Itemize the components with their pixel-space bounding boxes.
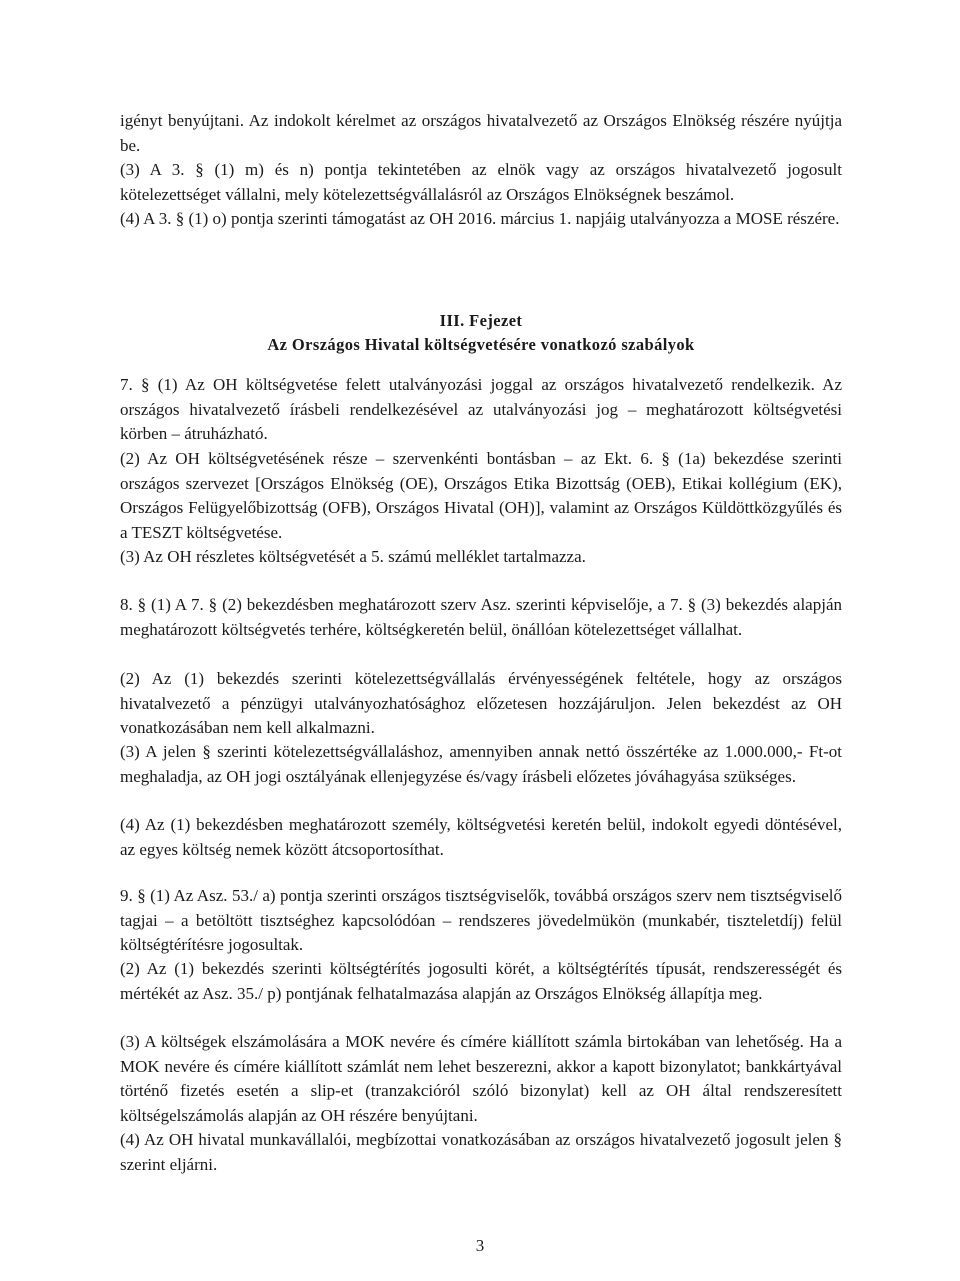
- paragraph: (3) A 3. § (1) m) és n) pontja tekintetében az elnök vagy az országos hivatalvezető jogosult kötelezettséget vállalni, mely kötelezettségvállalásról az Országos Elnökségnek beszámol.: [120, 160, 842, 204]
- paragraph: (3) Az OH részletes költségvetését a 5. számú melléklet tartalmazza.: [120, 547, 586, 566]
- paragraph: (4) A 3. § (1) o) pontja szerinti támogatást az OH 2016. március 1. napjáig utalványozza a MOSE részére.: [120, 209, 840, 228]
- paragraph: (4) Az OH hivatal munkavállalói, megbízottai vonatkozásában az országos hivatalvezető jogosult jelen § szerint eljárni.: [120, 1130, 842, 1174]
- paragraph: 9. § (1) Az Asz. 53./ a) pontja szerinti országos tisztségviselők, továbbá országos szerv nem tisztségviselő tagjai – a betöltött tisztséghez kapcsolódóan – rendszeres jövedelmükön (munkabér, tiszteletdíj) felül költségtérítésre jogosultak.: [120, 886, 842, 955]
- paragraph: (2) Az OH költségvetésének része – szervenkénti bontásban – az Ekt. 6. § (1a) bekezdése szerinti országos szervezet [Országos Elnökség (OE), Országos Etika Bizottság (OEB), Etikai kollégium (EK), Országos Felügyelőbizottság (OFB), Országos Hivatal (OH)], valamint az Országos Küldöttközgyűlés és a TESZT költségvetése.: [120, 449, 842, 542]
- paragraph: 7. § (1) Az OH költségvetése felett utalványozási joggal az országos hivatalvezető rendelkezik. Az országos hivatalvezető írásbeli rendelkezésével az utalványozási jog – meghatározott költségvetési körben – átruházható.: [120, 375, 842, 444]
- chapter-number: III. Fejezet: [439, 311, 523, 330]
- paragraph: (2) Az (1) bekezdés szerinti kötelezettségvállalás érvényességének feltétele, hogy az országos hivatalvezető a pénzügyi utalványozhatósághoz előzetesen hozzájáruljon. Jelen bekezdést az OH vonatkozásában nem kell alkalmazni.: [120, 669, 842, 738]
- paragraph: (3) A költségek elszámolására a MOK nevére és címére kiállított számla birtokában van lehetőség. Ha a MOK nevére és címére kiállított számlát nem lehet beszerezni, akkor a kapott bizonylatot; bankkártyával történő fizetés esetén a slip-et (tranzakcióról szóló bizonylat) kell az OH által rendszeresített költségelszámolás alapján az OH részére benyújtani.: [120, 1032, 842, 1125]
- paragraph: 8. § (1) A 7. § (2) bekezdésben meghatározott szerv Asz. szerinti képviselője, a 7. § (3) bekezdés alapján meghatározott költségvetés terhére, költségkeretén belül, önállóan kötelezettséget vállalhat.: [120, 595, 842, 639]
- paragraph: (3) A jelen § szerinti kötelezettségvállaláshoz, amennyiben annak nettó összértéke az 1.000.000,- Ft-ot meghaladja, az OH jogi osztályának ellenjegyzése és/vagy írásbeli előzetes jóváhagyása szükséges.: [120, 742, 842, 786]
- paragraph: (2) Az (1) bekezdés szerinti költségtérítés jogosulti körét, a költségtérítés típusát, rendszerességét és mértékét az Asz. 35./ p) pontjának felhatalmazása alapján az Országos Elnökség állapítja meg.: [120, 959, 842, 1003]
- paragraph: igényt benyújtani. Az indokolt kérelmet az országos hivatalvezető az Országos Elnökség részére nyújtja be.: [120, 111, 842, 155]
- chapter-title: Az Országos Hivatal költségvetésére vonatkozó szabályok: [267, 335, 695, 354]
- paragraph: (4) Az (1) bekezdésben meghatározott személy, költségvetési keretén belül, indokolt egyedi döntésével, az egyes költség nemek között átcsoportosíthat.: [120, 815, 842, 859]
- page-number: 3: [475, 1236, 485, 1255]
